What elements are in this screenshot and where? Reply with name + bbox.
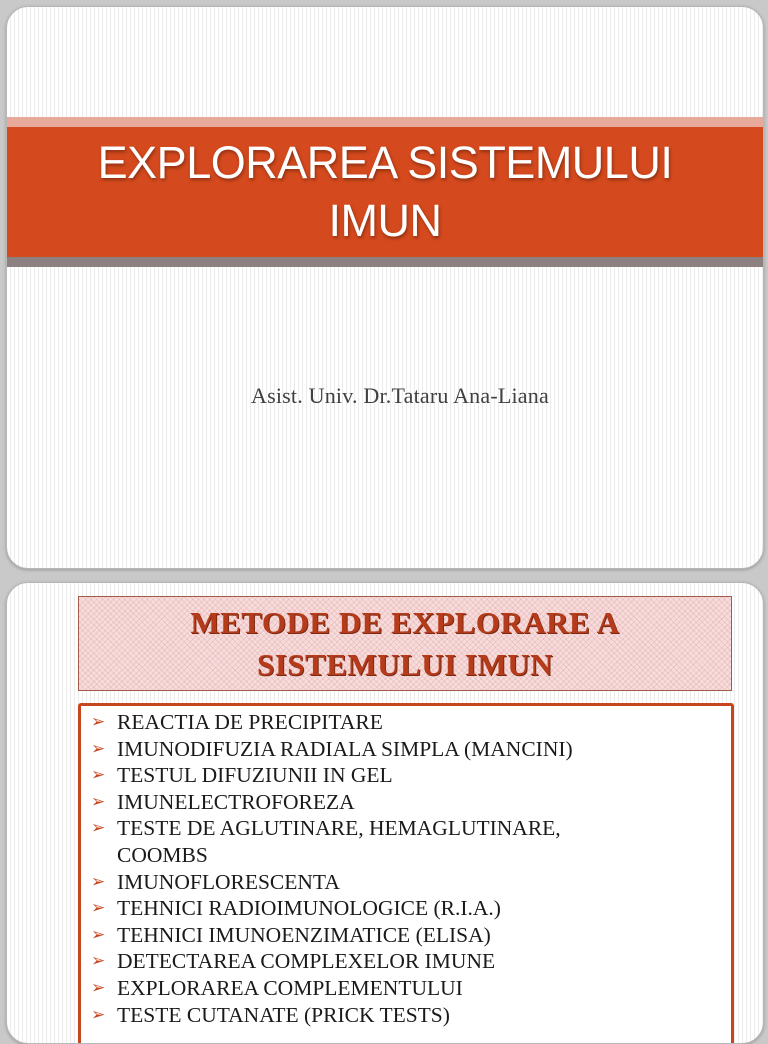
list-item: [91, 842, 731, 869]
list-item: [91, 922, 731, 949]
list-item-text: TESTE DE AGLUTINARE, HEMAGLUTINARE,: [117, 816, 561, 841]
author-name: Asist. Univ. Dr.Tataru Ana-Liana: [251, 383, 549, 408]
title-band-top-stripe: [7, 117, 763, 127]
title-slide: [6, 6, 764, 569]
arrow-bullet-icon: ➢: [91, 712, 106, 731]
list-item: [91, 1002, 731, 1029]
list-item-text: EXPLORAREA COMPLEMENTULUI: [117, 975, 463, 1000]
arrow-bullet-icon: ➢: [91, 871, 106, 891]
arrow-bullet-icon: ➢: [91, 765, 106, 785]
list-item-text: COOMBS: [117, 842, 208, 867]
slide-heading: [78, 596, 732, 691]
arrow-bullet-icon: ➢: [91, 924, 106, 944]
list-item: [91, 895, 731, 922]
list-item-text: REACTIA DE PRECIPITARE: [117, 710, 383, 734]
list-item: [91, 736, 731, 763]
title-band-main: [7, 127, 763, 257]
list-item-text: TESTUL DIFUZIUNII IN GEL: [117, 763, 393, 788]
slide-title-line-1: EXPLORAREA SISTEMULUI: [97, 137, 673, 188]
methods-slide: [6, 582, 764, 1044]
list-item: [91, 762, 731, 789]
list-item: [91, 948, 731, 975]
arrow-bullet-icon: ➢: [91, 898, 106, 918]
slide-heading-line-2: SISTEMULUI IMUN: [256, 646, 554, 682]
arrow-bullet-icon: ➢: [91, 951, 106, 971]
list-item: [91, 975, 731, 1002]
list-item-text: TEHNICI IMUNOENZIMATICE (ELISA): [117, 922, 491, 947]
arrow-bullet-icon: ➢: [91, 791, 106, 811]
list-item: [91, 789, 731, 816]
list-item-text: TEHNICI RADIOIMUNOLOGICE (R.I.A.): [117, 896, 501, 921]
arrow-bullet-icon: ➢: [91, 1004, 106, 1024]
list-item: [91, 869, 731, 896]
list-item-text: TESTE CUTANATE (PRICK TESTS): [117, 1002, 450, 1027]
list-item-text: IMUNELECTROFOREZA: [117, 789, 355, 814]
methods-list: [81, 706, 731, 1028]
title-band-bottom-stripe: [7, 257, 763, 267]
arrow-bullet-icon: ➢: [91, 977, 106, 997]
list-item: [91, 709, 731, 736]
methods-list-box: [78, 703, 734, 1044]
bullet-indent: [91, 842, 117, 869]
arrow-bullet-icon: ➢: [91, 738, 106, 758]
slide-heading-line-1: METODE DE EXPLORARE A: [190, 604, 620, 640]
title-band: [7, 117, 763, 267]
slide-title-line-2: IMUN: [328, 195, 442, 246]
list-item: [91, 815, 731, 842]
arrow-bullet-icon: ➢: [91, 818, 106, 838]
list-item-text: DETECTAREA COMPLEXELOR IMUNE: [117, 949, 496, 974]
list-item-text: IMUNODIFUZIA RADIALA SIMPLA (MANCINI): [117, 736, 573, 761]
list-item-text: IMUNOFLORESCENTA: [117, 869, 340, 894]
